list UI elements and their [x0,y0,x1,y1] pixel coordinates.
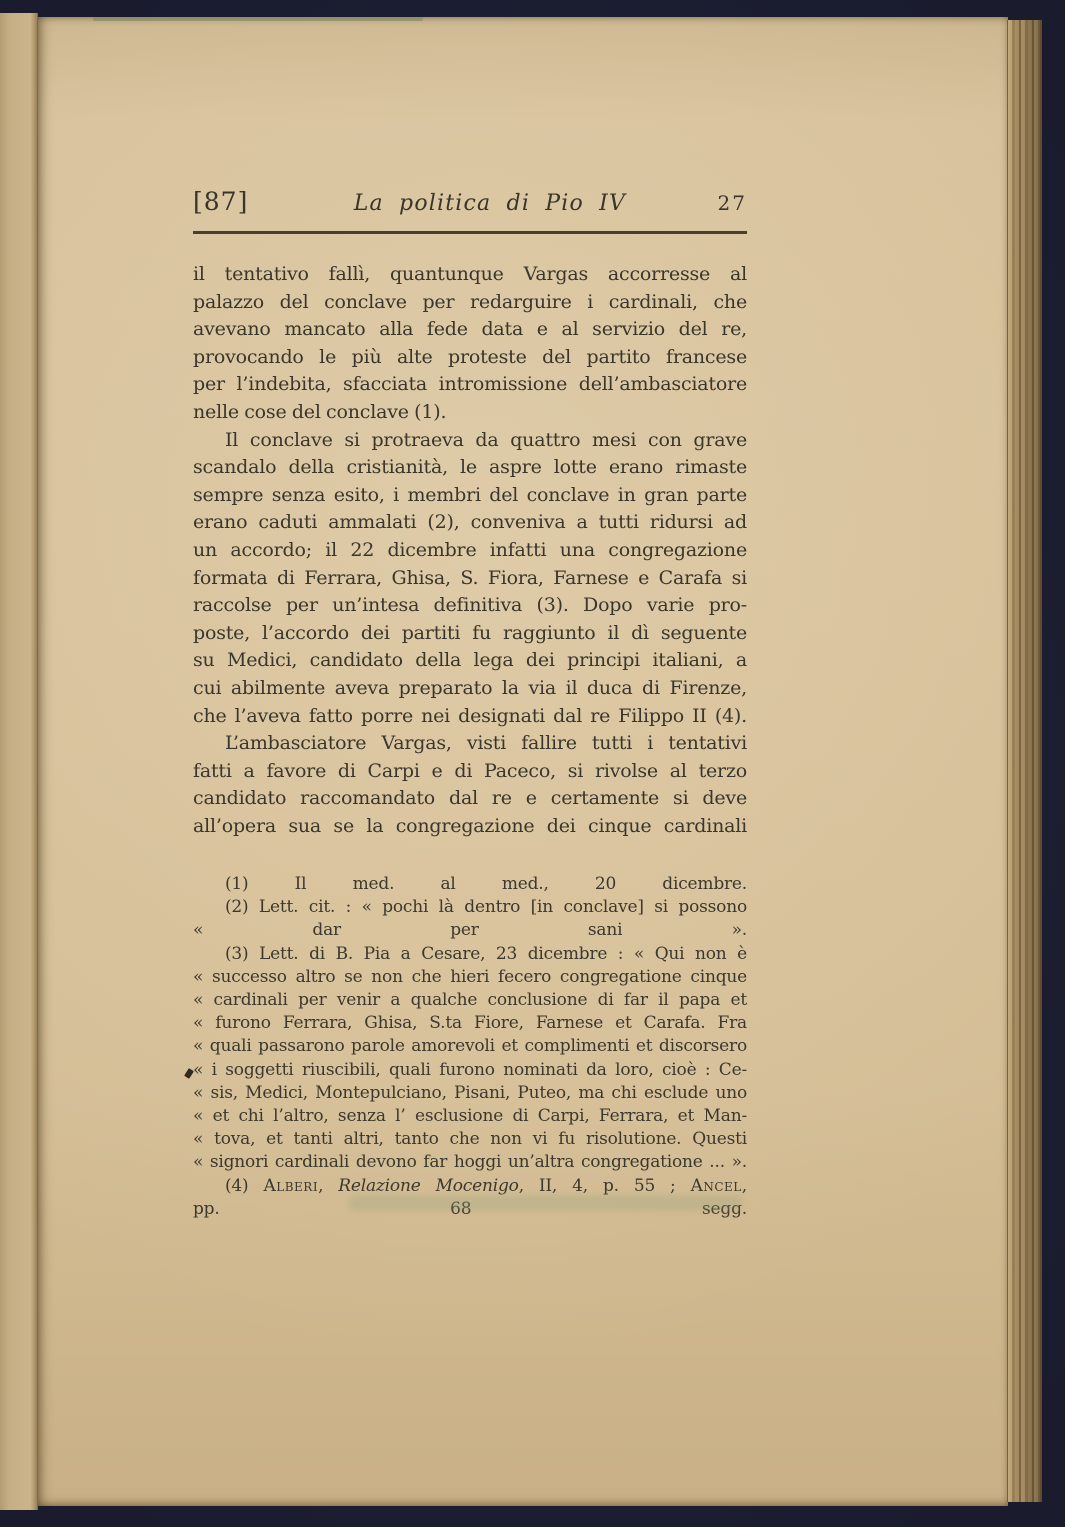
header-bracket-number: [87] [193,187,249,216]
text-line: sempre senza esito, i membri del conclave in gran parte [193,483,747,506]
text-line: cui abilmente aveva preparato la via il duca di Firenze, [193,676,747,699]
running-header [193,187,747,216]
footnotes-block [193,873,747,1221]
footnote-line: (3) Lett. di B. Pia a Cesare, 23 dicembre : « Qui non è [225,943,747,964]
footnote-line: « tova, et tanti altri, tanto che non vi fu risolutione. Questi [193,1129,747,1150]
footnote-line: (1) Il med. al med., 20 dicembre. [225,874,747,894]
text-line: L’ambasciatore Vargas, visti fallire tutti i tentativi [225,732,747,755]
separator-text: , [318,1175,339,1196]
body-text [193,261,747,840]
text-line: per l’indebita, sfacciata intromissione dell’ambasciatore [193,373,747,396]
text-line: candidato raccomandato dal re e certamente si deve [193,787,747,810]
text-line: all’opera sua se la congregazione dei cinque cardinali [193,814,747,837]
page-number: 27 [717,191,747,215]
text-line: il tentativo fallì, quantunque Vargas accorresse al [193,263,747,285]
text-line: formata di Ferrara, Ghisa, S. Fiora, Farnese e Carafa si [193,566,747,589]
footnote-reference: (4) [225,1175,264,1196]
work-title: Relazione Mocenigo [338,1175,519,1196]
footnote-line: (2) Lett. cit. : « pochi là dentro [in conclave] si possono [225,897,747,918]
text-line: palazzo del conclave per redarguire i cardinali, che [193,290,747,313]
book-page [38,17,1008,1506]
footnote-line: « sis, Medici, Montepulciano, Pisani, Puteo, ma chi esclude uno [193,1082,747,1103]
text-line: raccolse per un’intesa definitiva (3). Dopo varie pro- [193,594,747,617]
text-line: poste, l’accordo dei partiti fu raggiunto il dì seguente [193,621,747,644]
header-rule [193,231,747,234]
footnote-line: « successo altro se non che hieri fecero congregatione cinque [193,966,747,987]
footnote-line: « et chi l’altro, senza l’ esclusione di Carpi, Ferrara, et Man- [193,1106,747,1127]
text-line: un accordo; il 22 dicembre infatti una congregazione [193,538,747,561]
text-line: provocando le più alte proteste del partito francese [193,345,747,368]
text-line: avevano mancato alla fede data e al servizio del re, [193,318,747,341]
author-name: Alberi [263,1175,319,1196]
footnote-line: « signori cardinali devono far hoggi un’altra congregatione ... ». [193,1152,747,1173]
facing-page-edge [0,13,38,1510]
footnote-line: « furono Ferrara, Ghisa, S.ta Fiore, Farnese et Carafa. Fra [193,1013,747,1034]
text-line: scandalo della cristianità, le aspre lotte erano rimaste [193,456,747,479]
page-top-deckle-edge [93,17,423,21]
text-line: nelle cose del conclave (1). [193,400,447,423]
footnote-line: « cardinali per venir a qualche conclusione di far il papa et [193,990,747,1011]
separator-text: , [741,1175,747,1196]
page-stack-edge [1007,20,1042,1502]
text-line: fatti a favore di Carpi e di Paceco, si rivolse al terzo [193,759,747,782]
running-title: La politica di Pio IV [353,191,627,216]
author-name: Ancel [690,1175,742,1196]
footnote-line: pp. 68 segg. [193,1198,747,1219]
text-line: che l’aveva fatto porre nei designati dal re Filippo II (4). [193,704,747,727]
show-through-smudge [348,1195,743,1211]
footnote-line: « i soggetti riuscibili, quali furono nominati da loro, cioè : Ce- [193,1059,747,1080]
text-line: Il conclave si protraeva da quattro mesi con grave [225,428,747,451]
text-line: erano caduti ammalati (2), conveniva a tutti ridursi ad [193,511,747,534]
footnote-line: « quali passarono parole amorevoli et complimenti et discorsero [193,1036,747,1057]
footnote-line: « dar per sani ». [193,920,747,941]
citation-detail: , II, 4, p. 55 ; [518,1175,691,1196]
text-line: su Medici, candidato della lega dei principi italiani, a [193,649,747,672]
